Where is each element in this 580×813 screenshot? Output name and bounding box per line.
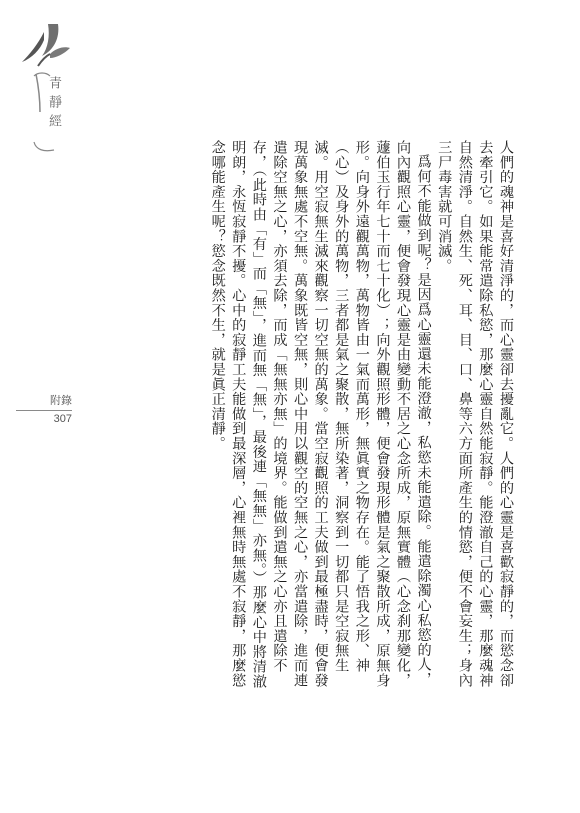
paragraph-1: 人們的魂神是喜好清淨的，而心靈卻去擾亂它。人們的心靈是喜歡寂靜的，而慾念卻去牽引它。如果能常遣除私慾，那麼心靈自然能寂靜。能澄澈自己的心靈，那麼魂神自然清淨。自然生、死、耳、目、口、鼻等六方面所產生的情慾，便不會妄生；身內三尸毒害就可消滅。	[436, 140, 514, 688]
body-text	[96, 140, 516, 700]
series-title: 青靜經	[46, 76, 61, 133]
section-label: 附錄	[50, 395, 72, 407]
page-number: 307	[53, 413, 72, 425]
series-logo	[14, 14, 74, 164]
paragraph-2: 爲何不能做到呢？是因爲心靈還未能澄澈，私慾未能遣除。能遣除濁心私慾的人，向內觀照心靈，便會發現心靈是由變動不居之心念所成，原無實體（心念刹那變化，蘧伯玉行年七十而七十化）；向外觀照形體，便會發現形體是氣之聚散所成，原無身形。向身外遠觀萬物，萬物皆由一氣而萬形，無眞實之物存在。能了悟我之形、神（心）及身外的萬物，三者都是氣之聚散，無所染著，洞察到一切都只是空寂無生滅。用空寂無生滅來觀察一切空無的萬象。當空寂觀照的工夫做到最極盡時，便會發現萬象無處不空無。萬象既皆空無，則心中用以觀空的空無之心，亦當遣除，進而連遣除空無之心，亦須去除，而成「無無亦無」的境界。能做到遣無之心亦且遣除不存，（此時由「有」而「無」，進而無「無」，最後連「無無」亦無。）那麼心中將清澈明朗，永恆寂靜不擾。心中的寂靜工夫能做到最深層，心裡無時無處不寂靜，那麼慾念哪能產生呢？慾念既然不生，就是眞正清靜。	[209, 140, 432, 689]
footer-divider	[16, 410, 72, 411]
running-footer	[16, 392, 72, 425]
